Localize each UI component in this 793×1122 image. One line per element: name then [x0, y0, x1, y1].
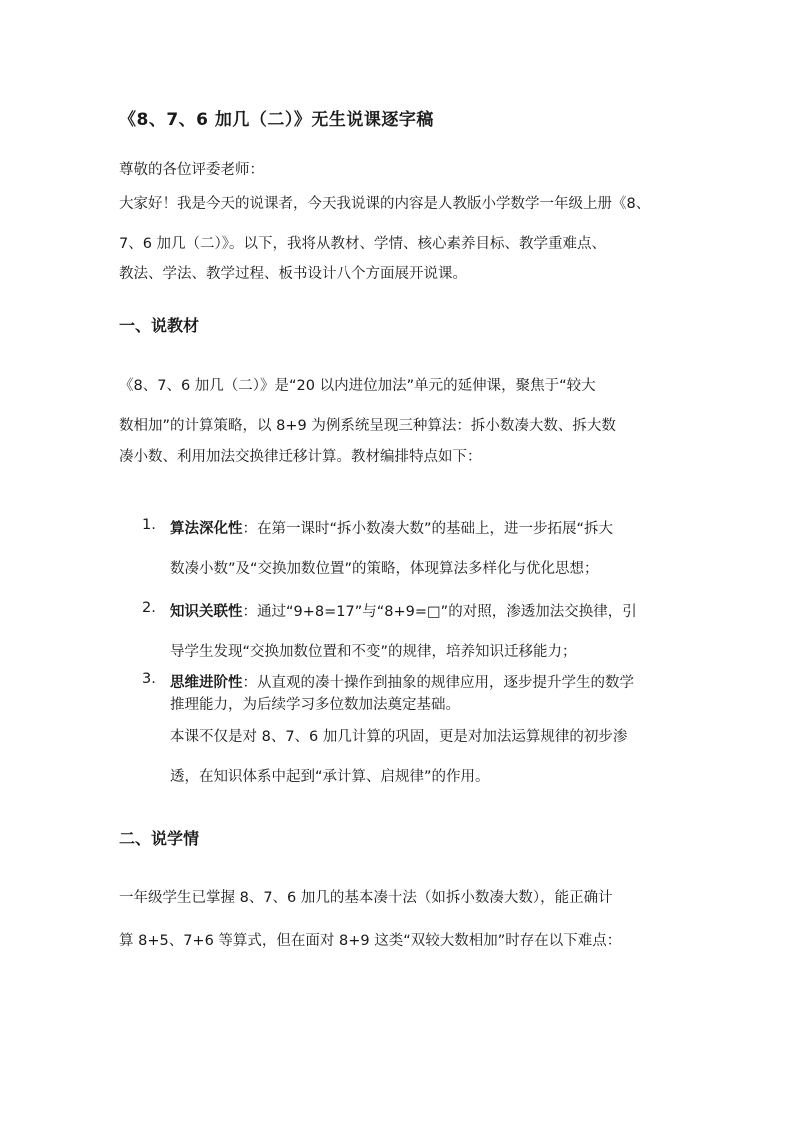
intro-line-2: 7、6 加几（二）》。以下，我将从教材、学情、核心素养目标、教学重难点、 — [119, 236, 607, 252]
materials-para-line-2: 数相加”的计算策略，以 8+9 为例系统呈现三种算法：拆小数凑大数、拆大数 — [119, 418, 616, 434]
list-item-text: ：通过“9+8=17”与“8+9=□”的对照，渗透加法交换律，引 — [242, 604, 637, 620]
list-item-label: 知识关联性 — [170, 604, 243, 620]
greeting: 尊敬的各位评委老师： — [119, 162, 264, 178]
summary-line-1: 本课不仅是对 8、7、6 加几计算的巩固，更是对加法运算规律的初步渗 — [170, 729, 628, 745]
section-heading-learners: 二、说学情 — [119, 829, 200, 848]
intro-line-1: 大家好！我是今天的说课者，今天我说课的内容是人教版小学数学一年级上册《8、 — [119, 196, 651, 212]
list-item-continuation: 数凑小数”及“交换加数位置”的策略，体现算法多样化与优化思想； — [170, 561, 599, 577]
materials-para-line-1: 《8、7、6 加几（二）》是“20 以内进位加法”单元的延伸课，聚焦于“较大 — [119, 378, 596, 394]
document-title: 《8、7、6 加几（二）》无生说课逐字稿 — [119, 110, 434, 130]
list-item-label: 思维进阶性 — [170, 675, 243, 691]
list-item-text: ：从直观的凑十操作到抽象的规律应用，逐步提升学生的数学 — [242, 675, 634, 691]
learners-para-line-2: 算 8+5、7+6 等算式，但在面对 8+9 这类“双较大数相加”时存在以下难点： — [119, 933, 622, 949]
list-item-number: 1. — [142, 517, 156, 533]
intro-line-3: 教法、学法、教学过程、板书设计八个方面展开说课。 — [119, 266, 467, 282]
list-item-number: 2. — [142, 600, 156, 616]
list-item — [170, 671, 634, 692]
list-item — [170, 600, 637, 621]
learners-para-line-1: 一年级学生已掌握 8、7、6 加几的基本凑十法（如拆小数凑大数），能正确计 — [119, 890, 613, 906]
list-item-text: ：在第一课时“拆小数凑大数”的基础上，进一步拓展“拆大 — [242, 521, 614, 537]
list-item-label: 算法深化性 — [170, 521, 243, 537]
summary-line-2: 透，在知识体系中起到“承计算、启规律”的作用。 — [170, 769, 490, 785]
list-item-number: 3. — [142, 671, 156, 687]
list-item — [170, 517, 613, 538]
materials-para-line-3: 凑小数、利用加法交换律迁移计算。教材编排特点如下： — [119, 449, 482, 465]
list-item-continuation: 推理能力，为后续学习多位数加法奠定基础。 — [170, 697, 460, 713]
list-item-continuation: 导学生发现“交换加数位置和不变”的规律，培养知识迁移能力； — [170, 644, 577, 660]
section-heading-materials: 一、说教材 — [119, 316, 200, 335]
